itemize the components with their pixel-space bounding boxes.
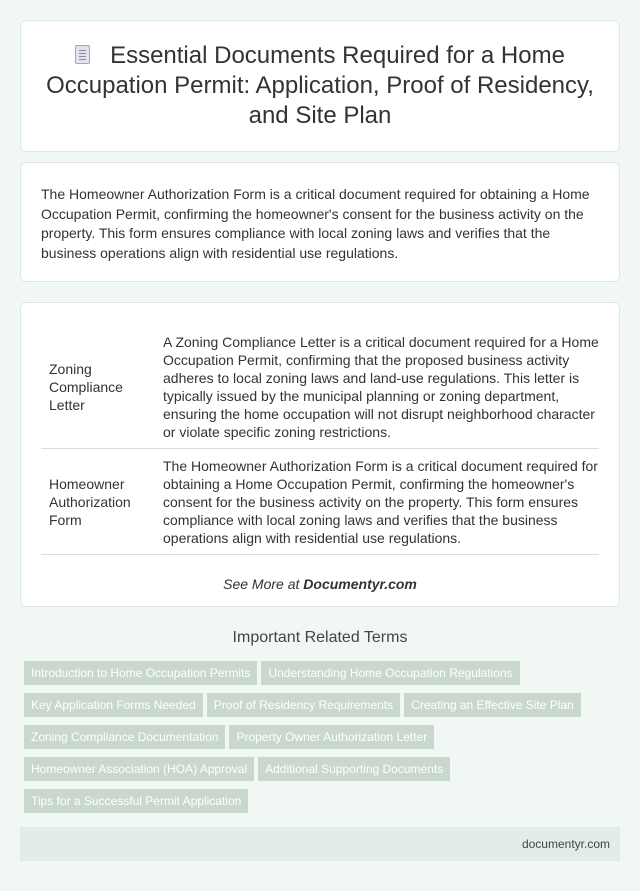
related-tag[interactable]: Introduction to Home Occupation Permits [24, 661, 257, 685]
table-row [41, 449, 599, 555]
related-terms-title: Important Related Terms [232, 629, 408, 646]
page-title [45, 41, 595, 131]
footer [20, 827, 620, 861]
table-row [41, 325, 599, 449]
related-tag[interactable]: Zoning Compliance Documentation [24, 725, 225, 749]
document-description: The Homeowner Authorization Form is a critical document required for obtaining a Home Occupation Permit, confirming the homeowner's consent for the business activity on the property. This form ensures compliance with local zoning laws and verifies that the business operations align with residential use regulations. [157, 449, 599, 555]
document-term: Homeowner Authorization Form [41, 449, 157, 555]
related-tag[interactable]: Creating an Effective Site Plan [404, 693, 581, 717]
footer-site-link[interactable]: documentyr.com [521, 837, 610, 851]
document-term: Zoning Compliance Letter [41, 325, 157, 449]
title-card [20, 20, 620, 152]
intro-text: The Homeowner Authorization Form is a critical document required for obtaining a Home Occupation Permit, confirming the homeowner's consent for the business activity on the property. This form ensures compliance with local zoning laws and verifies that the business operations align with residential use regulations. [41, 186, 590, 261]
intro-card [20, 162, 620, 282]
document-description: A Zoning Compliance Letter is a critical document required for a Home Occupation Permit, confirming that the proposed business activity adheres to local zoning laws and land-use regulations. This letter is typically issued by the municipal planning or zoning department, ensuring the home occupation will not disrupt neighborhood character or violate specific zoning restrictions. [157, 325, 599, 449]
documents-card [20, 302, 620, 607]
see-more-link[interactable]: Documentyr.com [303, 576, 417, 592]
related-tag[interactable]: Proof of Residency Requirements [207, 693, 400, 717]
related-tag[interactable]: Tips for a Successful Permit Application [24, 789, 248, 813]
see-more-prefix: See More at [223, 576, 304, 592]
related-tag[interactable]: Understanding Home Occupation Regulations [261, 661, 519, 685]
documents-table [41, 325, 599, 555]
related-tag[interactable]: Additional Supporting Documents [258, 757, 450, 781]
document-icon [75, 45, 90, 64]
see-more [41, 576, 599, 592]
page-title-text: Essential Documents Required for a Home Occupation Permit: Application, Proof of Residency, and Site Plan [46, 42, 594, 129]
related-tags [20, 661, 620, 821]
related-tag[interactable]: Homeowner Association (HOA) Approval [24, 757, 254, 781]
related-tag[interactable]: Key Application Forms Needed [24, 693, 203, 717]
related-tag[interactable]: Property Owner Authorization Letter [229, 725, 434, 749]
